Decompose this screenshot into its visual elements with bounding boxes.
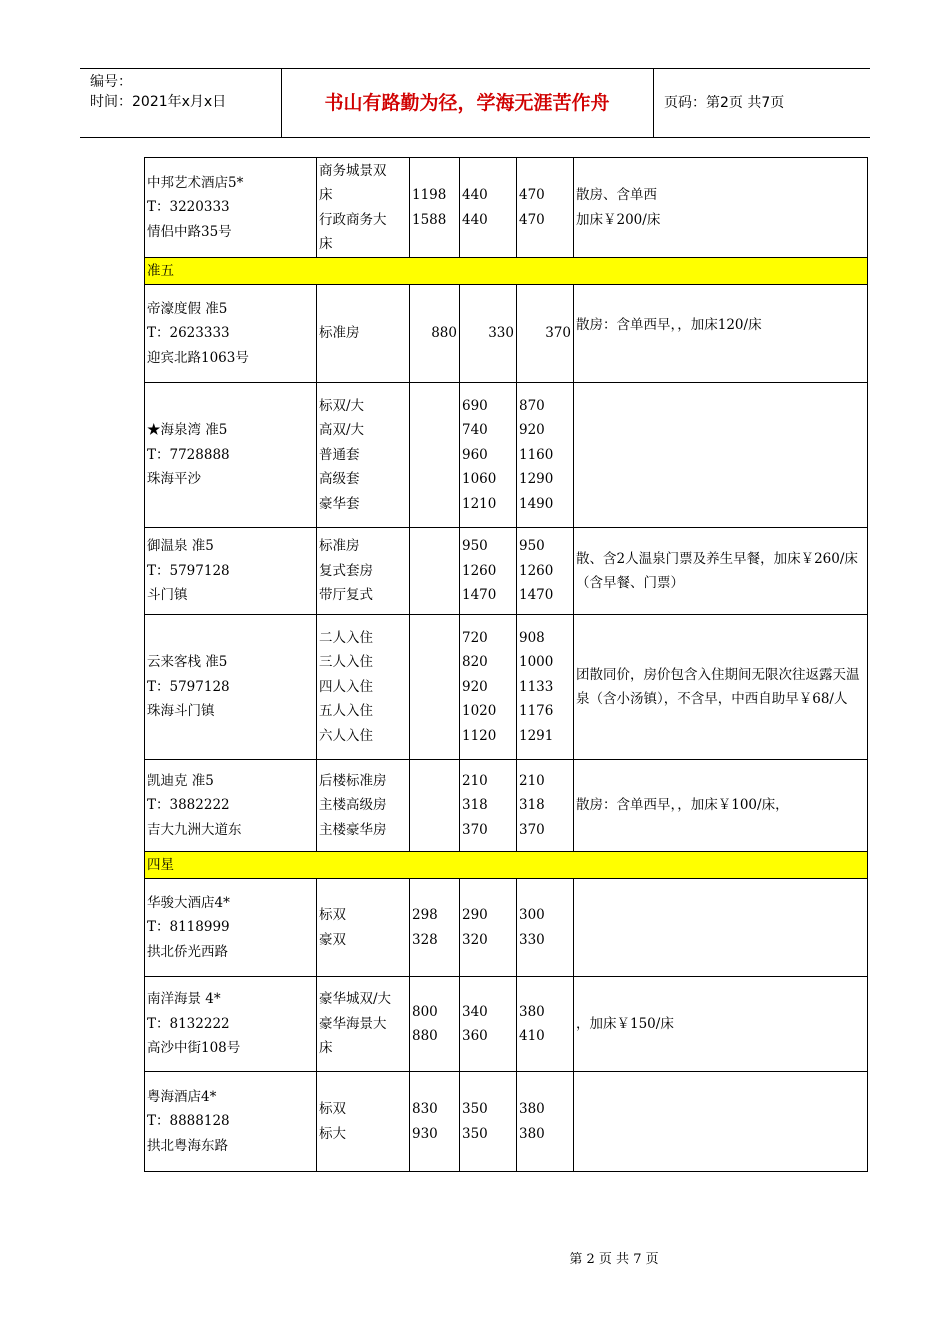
hotel-name-cell: 云来客栈 准5 T：5797128 珠海斗门镇 bbox=[145, 615, 317, 760]
rate-cell-1: 1198 1588 bbox=[410, 158, 460, 258]
hotel-name-cell: 御温泉 准5 T：5797128 斗门镇 bbox=[145, 528, 317, 615]
rate-cell-3: 870 920 1160 1290 1490 bbox=[517, 383, 574, 528]
section-row bbox=[145, 852, 868, 879]
hotel-name-cell: 帝濠度假 准5 T：2623333 迎宾北路1063号 bbox=[145, 285, 317, 383]
hotel-rate-table bbox=[144, 157, 868, 1172]
rate-cell-3: 210 318 370 bbox=[517, 760, 574, 852]
rate-cell-1: 830 930 bbox=[410, 1072, 460, 1172]
rate-cell-3: 908 1000 1133 1176 1291 bbox=[517, 615, 574, 760]
header-meta bbox=[80, 69, 282, 137]
hotel-row bbox=[145, 383, 868, 528]
hotel-row bbox=[145, 760, 868, 852]
room-type-cell: 标准房 bbox=[317, 285, 410, 383]
hotel-row bbox=[145, 615, 868, 760]
rate-cell-2: 210 318 370 bbox=[460, 760, 517, 852]
hotel-row bbox=[145, 977, 868, 1072]
rate-cell-3: 470 470 bbox=[517, 158, 574, 258]
hotel-name-cell: 华骏大酒店4* T：8118999 拱北侨光西路 bbox=[145, 879, 317, 977]
rate-cell-2: 350 350 bbox=[460, 1072, 517, 1172]
rate-cell-1 bbox=[410, 383, 460, 528]
rate-cell-1: 800 880 bbox=[410, 977, 460, 1072]
room-type-cell: 商务城景双 床 行政商务大 床 bbox=[317, 158, 410, 258]
rate-cell-2: 950 1260 1470 bbox=[460, 528, 517, 615]
header-motto: 书山有路勤为径，学海无涯苦作舟 bbox=[281, 69, 654, 137]
section-title: 四星 bbox=[145, 852, 868, 879]
hotel-name-cell: 粤海酒店4* T：8888128 拱北粤海东路 bbox=[145, 1072, 317, 1172]
rate-cell-3: 370 bbox=[517, 285, 574, 383]
hotel-name-cell: ★海泉湾 准5 T：7728888 珠海平沙 bbox=[145, 383, 317, 528]
hotel-name-cell: 南洋海景 4* T：8132222 高沙中街108号 bbox=[145, 977, 317, 1072]
remark-cell: 散、含2人温泉门票及养生早餐，加床￥260/床（含早餐、门票） bbox=[574, 528, 868, 615]
remark-cell: 散房、含单西 加床￥200/床 bbox=[574, 158, 868, 258]
remark-cell bbox=[574, 383, 868, 528]
rate-cell-1: 298 328 bbox=[410, 879, 460, 977]
number-label: 编号： bbox=[90, 74, 132, 90]
hotel-row bbox=[145, 879, 868, 977]
rate-cell-3: 380 410 bbox=[517, 977, 574, 1072]
section-title: 准五 bbox=[145, 258, 868, 285]
room-type-cell: 后楼标准房 主楼高级房 主楼豪华房 bbox=[317, 760, 410, 852]
date-label: 时间：2021年x月x日 bbox=[90, 94, 227, 110]
hotel-row bbox=[145, 528, 868, 615]
hotel-name-cell: 中邦艺术酒店5* T：3220333 情侣中路35号 bbox=[145, 158, 317, 258]
remark-cell: 团散同价，房价包含入住期间无限次往返露天温泉（含小汤镇），不含早，中西自助早￥68/人 bbox=[574, 615, 868, 760]
room-type-cell: 豪华城双/大 豪华海景大 床 bbox=[317, 977, 410, 1072]
page-footer: 第 2 页 共 7 页 bbox=[569, 1252, 659, 1267]
remark-cell: 散房：含单西早，，加床120/床 bbox=[574, 285, 868, 383]
rate-cell-2: 330 bbox=[460, 285, 517, 383]
remark-cell bbox=[574, 1072, 868, 1172]
room-type-cell: 标双/大 高双/大 普通套 高级套 豪华套 bbox=[317, 383, 410, 528]
hotel-row bbox=[145, 285, 868, 383]
page-number-label: 页码：第2页 共7页 bbox=[664, 95, 785, 111]
section-row bbox=[145, 258, 868, 285]
rate-cell-3: 950 1260 1470 bbox=[517, 528, 574, 615]
rate-cell-2: 290 320 bbox=[460, 879, 517, 977]
remark-cell: ，加床￥150/床 bbox=[574, 977, 868, 1072]
rate-cell-1 bbox=[410, 760, 460, 852]
room-type-cell: 标准房 复式套房 带厅复式 bbox=[317, 528, 410, 615]
rate-cell-1 bbox=[410, 528, 460, 615]
room-type-cell: 标双 标大 bbox=[317, 1072, 410, 1172]
room-type-cell: 标双 豪双 bbox=[317, 879, 410, 977]
rate-cell-1 bbox=[410, 615, 460, 760]
hotel-row bbox=[145, 1072, 868, 1172]
hotel-name-cell: 凯迪克 准5 T：3882222 吉大九洲大道东 bbox=[145, 760, 317, 852]
room-type-cell: 二人入住 三人入住 四人入住 五人入住 六人入住 bbox=[317, 615, 410, 760]
rate-cell-3: 380 380 bbox=[517, 1072, 574, 1172]
page-header bbox=[80, 68, 870, 138]
rate-cell-2: 440 440 bbox=[460, 158, 517, 258]
rate-cell-3: 300 330 bbox=[517, 879, 574, 977]
hotel-row bbox=[145, 158, 868, 258]
remark-cell bbox=[574, 879, 868, 977]
rate-cell-1: 880 bbox=[410, 285, 460, 383]
rate-cell-2: 340 360 bbox=[460, 977, 517, 1072]
remark-cell: 散房：含单西早，，加床￥100/床， bbox=[574, 760, 868, 852]
rate-cell-2: 720 820 920 1020 1120 bbox=[460, 615, 517, 760]
rate-cell-2: 690 740 960 1060 1210 bbox=[460, 383, 517, 528]
